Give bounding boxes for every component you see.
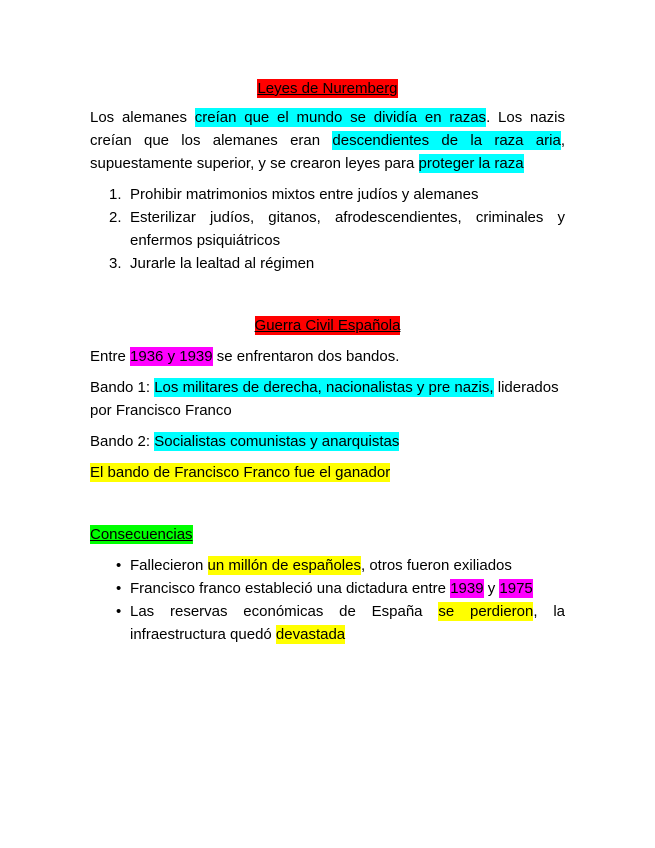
list-item-text: Prohibir matrimonios mixtos entre judíos y alemanes [130,186,479,203]
intro-text-3: , supuestamente superior, y se crearon leyes para [90,132,565,172]
consequences-heading-line [90,523,565,546]
side-1-label: Bando 1: [90,379,155,396]
nuremberg-laws-list [90,183,565,275]
list-item [90,252,565,275]
side-2-paragraph [90,430,565,453]
consequences-heading: Consecuencias [90,526,193,543]
intro-text-2: . Los nazis creían que los alemanes eran [90,109,565,149]
document-body [90,77,565,654]
bullet-highlight-start-year: 1939 [450,580,484,597]
side-2-highlight: Socialistas comunistas y anarquistas [154,433,400,450]
nuremberg-intro-paragraph [90,106,565,175]
intro-highlight-1: creían que el mundo se dividía en razas [194,109,487,126]
side-1-highlight: Los militares de derecha, nacionalistas y pre nazis, [154,379,494,396]
list-item [90,577,565,600]
list-number: 3. [109,255,122,272]
list-number: 2. [109,209,122,226]
intro-highlight-3: proteger la raza [418,155,524,172]
nuremberg-heading-line [90,77,565,100]
side-1-text-after: liderados por Francisco Franco [90,379,559,419]
civil-war-heading: Guerra Civil Española [254,317,401,334]
nuremberg-heading: Leyes de Nuremberg [257,80,398,97]
bullet-text-middle: , la infraestructura quedó [130,603,566,643]
bullet-icon: • [116,580,122,597]
list-item [90,206,565,252]
intro-highlight-2: descendientes de la raza aria [332,132,561,149]
side-1-paragraph [90,376,565,422]
intro-text-1: Los alemanes [90,109,195,126]
dates-text-before: Entre [90,348,131,365]
winner-paragraph [90,461,565,484]
bullet-icon: • [116,603,122,620]
bullet-highlight: un millón de españoles [207,557,361,574]
civil-war-dates-paragraph [90,345,565,368]
civil-war-heading-line [90,314,565,337]
dates-highlight: 1936 y 1939 [130,348,213,365]
winner-highlight: El bando de Francisco Franco fue el ganador [90,464,391,481]
list-item [90,183,565,206]
bullet-text-after: , otros fueron exiliados [360,557,512,574]
list-item [90,600,565,646]
list-item-text: Jurarle la lealtad al régimen [130,255,315,272]
dates-text-after: se enfrentaron dos bandos. [212,348,400,365]
list-item-text: Esterilizar judíos, gitanos, afrodescendientes, criminales y enfermos psiquiátricos [130,209,565,249]
side-2-label: Bando 2: [90,433,155,450]
bullet-text-before: Francisco franco estableció una dictadura entre [130,580,451,597]
bullet-text-before: Las reservas económicas de España [130,603,439,620]
consequences-list [90,554,565,646]
bullet-highlight-1: se perdieron [438,603,534,620]
bullet-highlight-end-year: 1975 [499,580,533,597]
list-number: 1. [109,186,122,203]
bullet-text-middle: y [483,580,500,597]
bullet-highlight-2: devastada [275,626,346,643]
bullet-text-before: Fallecieron [130,557,208,574]
bullet-icon: • [116,557,122,574]
list-item [90,554,565,577]
